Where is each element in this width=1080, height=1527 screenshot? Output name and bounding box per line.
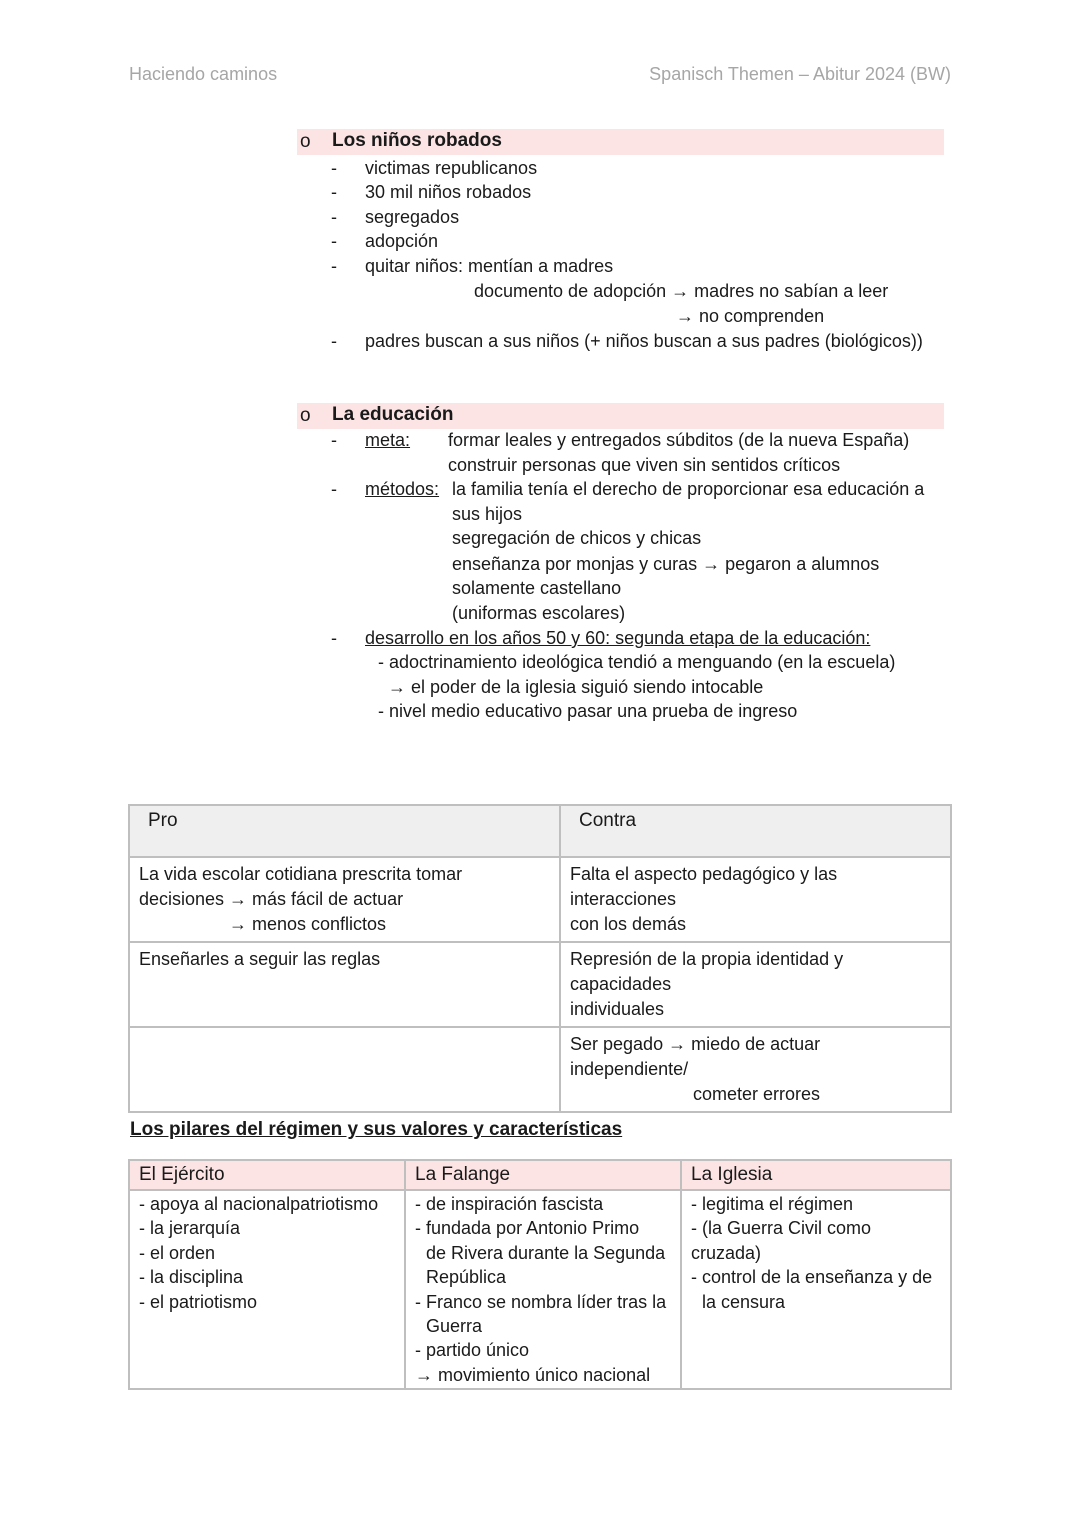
list-item: adopción (365, 231, 439, 251)
list-item: padres buscan a sus niños (+ niños buscan a sus padres (biológicos)) (365, 331, 923, 351)
cell-line: Ser pegado → miedo de actuar independiente/ (570, 1034, 821, 1079)
cell-line: - la disciplina (139, 1267, 244, 1288)
meta-label: meta: (365, 430, 411, 450)
table-row (129, 942, 951, 1027)
cell-line: - el patriotismo (139, 1291, 258, 1312)
metodos-line: sus hijos (452, 504, 523, 524)
list-item: victimas republicanos (365, 158, 538, 178)
cell-line: → menos conflictos (229, 914, 387, 934)
header-falange: La Falange (405, 1160, 681, 1190)
cell-line: - legitima el régimen (691, 1194, 854, 1214)
meta-line: construir personas que viven sin sentidos críticos (448, 455, 841, 475)
pro-cell (129, 1027, 560, 1112)
metodos-line: la familia tenía el derecho de proporcionar esa educación a (452, 479, 925, 499)
cell-line: República (426, 1267, 507, 1288)
dash: - (331, 231, 337, 251)
cell-line: - fundada por Antonio Primo (415, 1218, 640, 1239)
pro-contra-table (128, 804, 952, 1113)
dash: - (331, 256, 337, 276)
list-subline: → no comprenden (676, 306, 825, 326)
cell-line: individuales (570, 999, 665, 1019)
cell-line: Enseñarles a seguir las reglas (139, 949, 381, 969)
dash: - (331, 207, 337, 227)
dash: - (331, 182, 337, 202)
cell-line: cometer errores (693, 1084, 821, 1104)
cell-line: de Rivera durante la Segunda (426, 1242, 666, 1263)
metodos-line: (uniformas escolares) (452, 603, 626, 623)
section-heading-ninos-robados (297, 129, 944, 155)
cell-line: - la jerarquía (139, 1218, 241, 1239)
list-item: segregados (365, 207, 460, 227)
cell-line: - partido único (415, 1340, 530, 1361)
table-row (129, 857, 951, 942)
cell-line: - de inspiración fascista (415, 1194, 604, 1214)
desarrollo-sub: - nivel medio educativo pasar una prueba de ingreso (378, 701, 798, 721)
bullet: o (300, 405, 311, 426)
falange-cell (405, 1190, 681, 1389)
pilares-table (128, 1159, 952, 1390)
cell-line: la censura (702, 1291, 786, 1312)
metodos-line: segregación de chicos y chicas (452, 528, 702, 548)
section-title: La educación (332, 404, 454, 425)
cell-line: → movimiento único nacional (415, 1364, 651, 1385)
cell-line: decisiones → más fácil de actuar (139, 889, 404, 909)
table-row (129, 1190, 951, 1389)
cell-line: - control de la enseñanza y de (691, 1267, 933, 1288)
cell-line: Guerra (426, 1316, 483, 1337)
desarrollo-line: desarrollo en los años 50 y 60: segunda etapa de la educación: (365, 628, 871, 648)
ejercito-cell (129, 1190, 405, 1389)
list-item: quitar niños: mentían a madres (365, 256, 614, 276)
desarrollo-sub: → el poder de la iglesia siguió siendo intocable (388, 677, 764, 697)
metodos-label: métodos: (365, 479, 440, 499)
metodos-line: solamente castellano (452, 578, 622, 598)
header-iglesia: La Iglesia (681, 1160, 951, 1190)
iglesia-cell (681, 1190, 951, 1389)
cell-line: Represión de la propia identidad y capacidades (570, 949, 844, 994)
cell-line: - Franco se nombra líder tras la (415, 1291, 667, 1312)
header-right: Spanisch Themen – Abitur 2024 (BW) (649, 64, 951, 84)
contra-cell (560, 1027, 951, 1112)
cell-line: Falta el aspecto pedagógico y las interacciones (570, 864, 838, 909)
bullet: o (300, 131, 311, 152)
desarrollo-sub: - adoctrinamiento ideológica tendió a menguando (en la escuela) (378, 652, 896, 672)
cell-line: - el orden (139, 1242, 216, 1263)
cell-line: con los demás (570, 914, 687, 934)
dash: - (331, 331, 337, 351)
table-row (129, 1027, 951, 1112)
dash: - (331, 430, 337, 450)
header-pro: Pro (129, 805, 560, 857)
section-heading-educacion (297, 403, 944, 429)
cell-line: La vida escolar cotidiana prescrita tomar (139, 864, 463, 884)
list-subline: documento de adopción → madres no sabían a leer (474, 281, 889, 301)
contra-cell (560, 942, 951, 1027)
dash: - (331, 158, 337, 178)
dash: - (331, 628, 337, 648)
cell-line: - (la Guerra Civil como cruzada) (691, 1218, 872, 1263)
dash: - (331, 479, 337, 499)
cell-line: - apoya al nacionalpatriotismo (139, 1194, 379, 1214)
list-item: 30 mil niños robados (365, 182, 532, 202)
pro-cell (129, 857, 560, 942)
metodos-line: enseñanza por monjas y curas → pegaron a alumnos (452, 554, 880, 574)
pilares-title: Los pilares del régimen y sus valores y características (130, 1119, 623, 1140)
meta-line: formar leales y entregados súbditos (de la nueva España) (448, 430, 910, 450)
section-title: Los niños robados (332, 130, 502, 151)
header-contra: Contra (560, 805, 951, 857)
header-left: Haciendo caminos (129, 64, 278, 84)
contra-cell (560, 857, 951, 942)
header-ejercito: El Ejército (129, 1160, 405, 1190)
pro-cell (129, 942, 560, 1027)
